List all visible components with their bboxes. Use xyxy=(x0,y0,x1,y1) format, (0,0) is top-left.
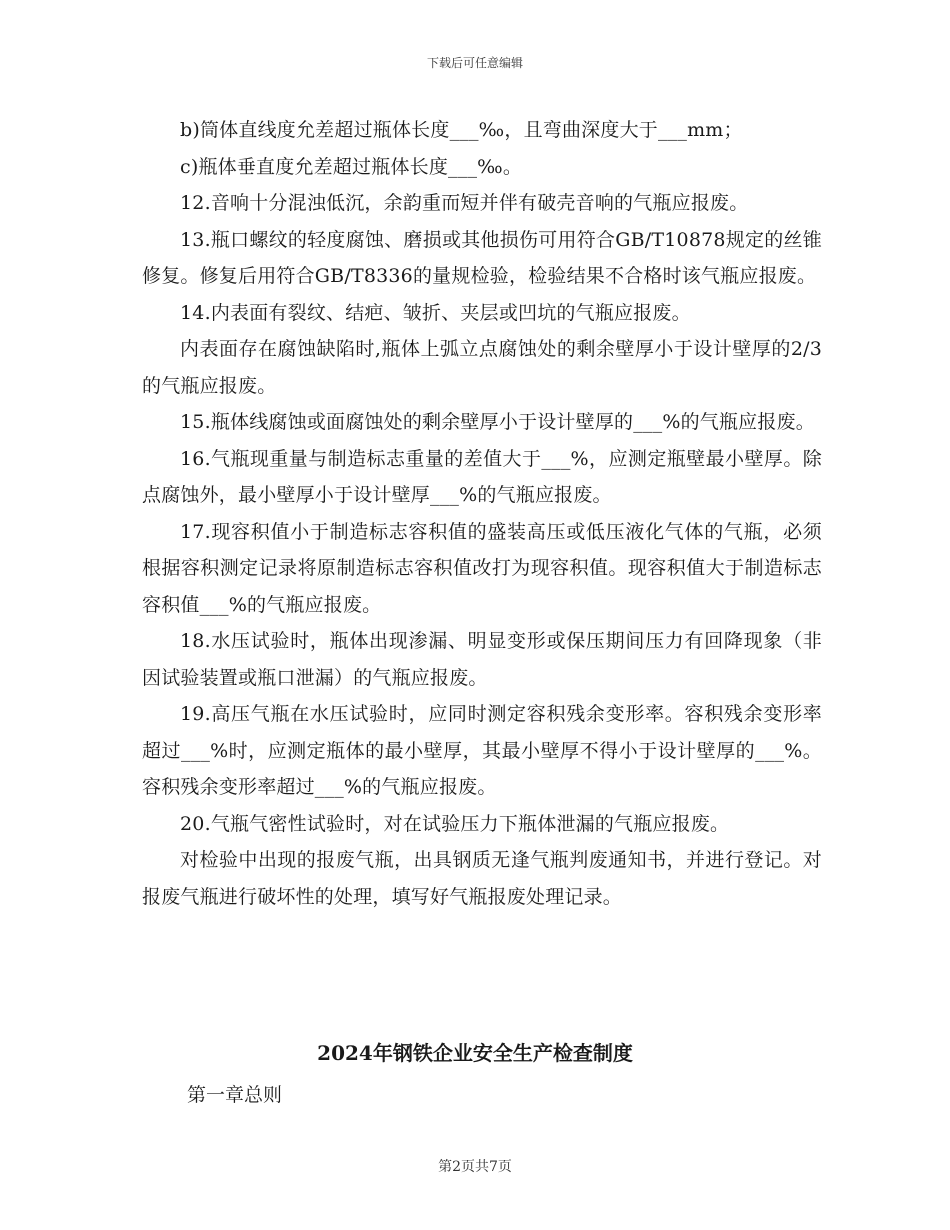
paragraph-18: 18.水压试验时，瓶体出现渗漏、明显变形或保压期间压力有回降现象（非因试验装置或瓶口泄漏）的气瓶应报废。 xyxy=(142,630,822,689)
paragraph-17: 17.现容积值小于制造标志容积值的盛装高压或低压液化气体的气瓶，必须根据容积测定记录将原制造标志容积值改打为现容积值。现容积值大于制造标志容积值___%的气瓶应报废。 xyxy=(142,520,822,616)
paragraph-disposal: 对检验中出现的报废气瓶，出具钢质无逢气瓶判废通知书，并进行登记。对报废气瓶进行破坏性的处理，填写好气瓶报废处理记录。 xyxy=(142,849,822,908)
section-title: 2024年钢铁企业安全生产检查制度 xyxy=(317,1041,633,1065)
paragraph-16: 16.气瓶现重量与制造标志重量的差值大于___%，应测定瓶壁最小壁厚。除点腐蚀外，最小壁厚小于设计壁厚___%的气瓶应报废。 xyxy=(142,447,822,506)
paragraph-20: 20.气瓶气密性试验时，对在试验压力下瓶体泄漏的气瓶应报废。 xyxy=(180,812,730,835)
paragraph-12: 12.音响十分混浊低沉，余韵重而短并伴有破壳音响的气瓶应报废。 xyxy=(180,192,749,214)
chapter-heading: 第一章总则 xyxy=(187,1084,283,1106)
paragraph-13: 13.瓶口螺纹的轻度腐蚀、磨损或其他损伤可用符合GB/T10878规定的丝锥修复。修复后用符合GB/T8336的量规检验，检验结果不合格时该气瓶应报废。 xyxy=(142,228,822,287)
paragraph-14-note: 内表面存在腐蚀缺陷时,瓶体上弧立点腐蚀处的剩余壁厚小于设计壁厚的2/3的气瓶应报废。 xyxy=(142,338,822,397)
paragraph-c: c)瓶体垂直度允差超过瓶体长度___‰。 xyxy=(180,155,523,178)
paragraph-19: 19.高压气瓶在水压试验时，应同时测定容积残余变形率。容积残余变形率超过___%时，应测定瓶体的最小壁厚，其最小壁厚不得小于设计壁厚的___%。容积残余变形率超过___%的气瓶应报废。 xyxy=(142,703,822,798)
page-number: 第2页共7页 xyxy=(438,1159,512,1175)
paragraph-b: b)筒体直线度允差超过瓶体长度___‰，且弯曲深度大于___mm； xyxy=(180,119,743,141)
document-body xyxy=(142,112,822,915)
paragraph-15: 15.瓶体线腐蚀或面腐蚀处的剩余壁厚小于设计壁厚的___%的气瓶应报废。 xyxy=(180,411,815,433)
header-note: 下载后可任意编辑 xyxy=(426,56,523,70)
paragraph-14: 14.内表面有裂纹、结疤、皱折、夹层或凹坑的气瓶应报废。 xyxy=(180,301,691,324)
